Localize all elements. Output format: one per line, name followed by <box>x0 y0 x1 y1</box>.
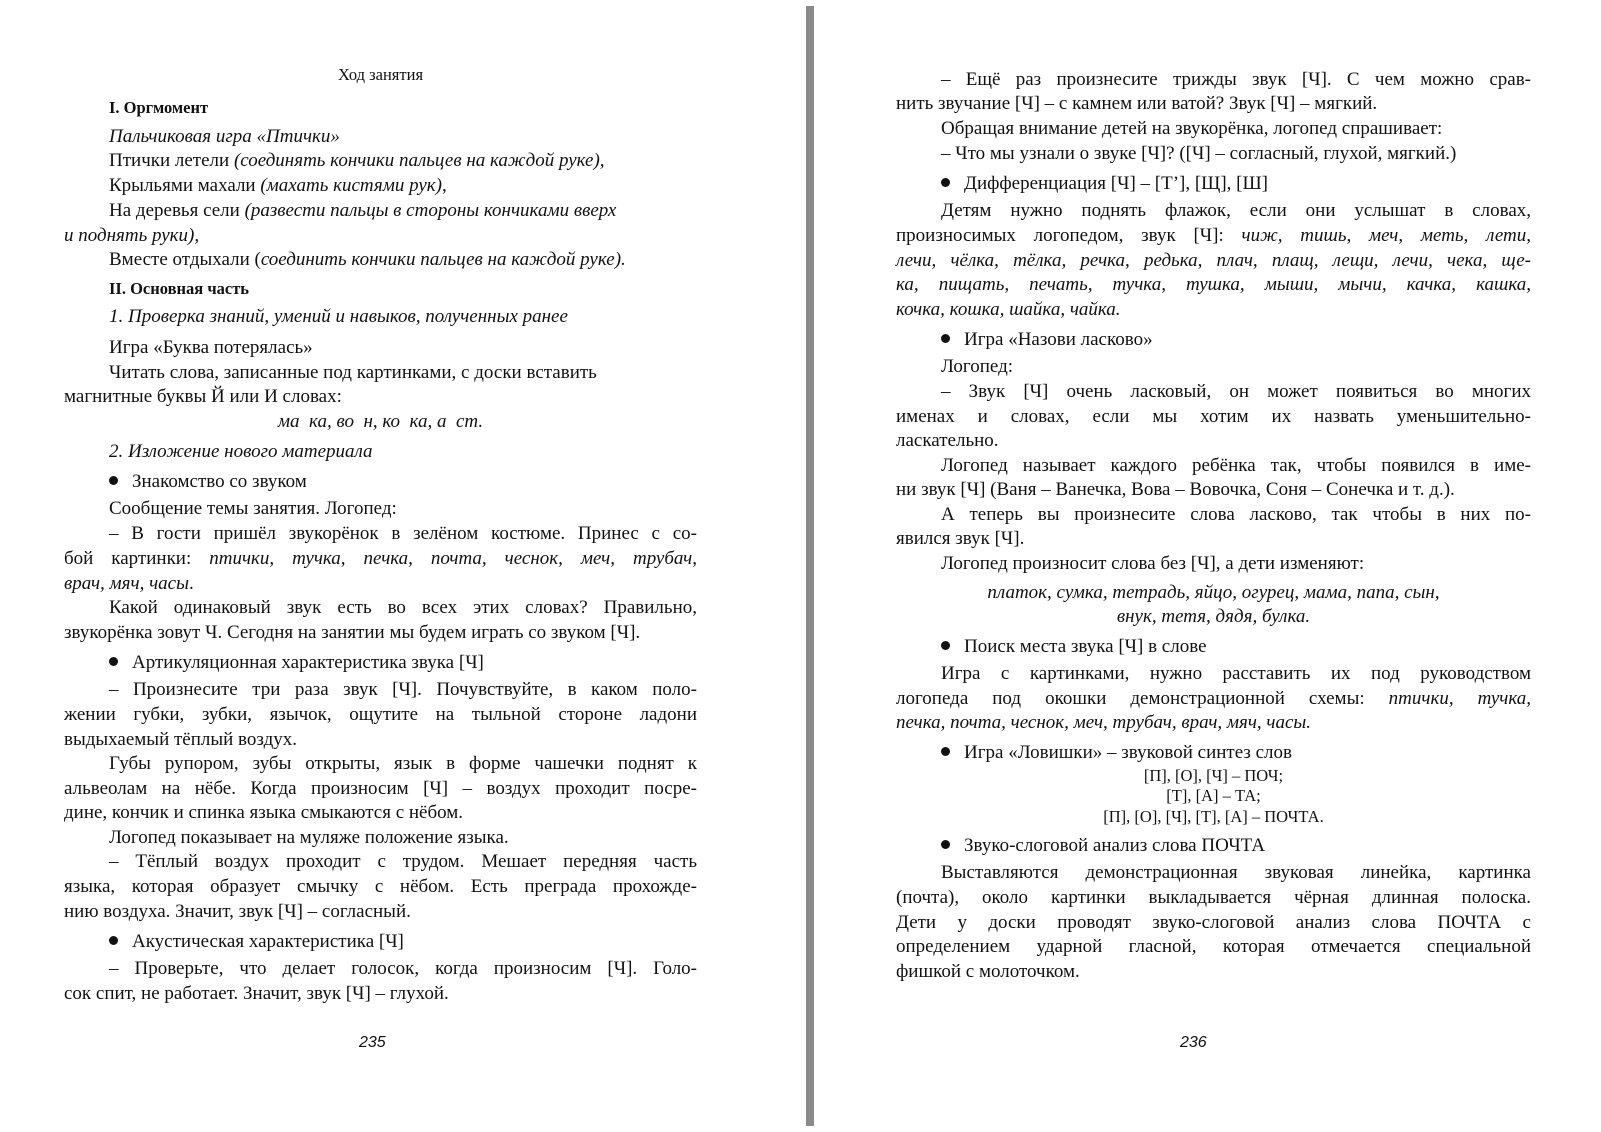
acoustic-line: сок спит, не работает. Значит, звук [Ч] – глухой. <box>64 983 449 1004</box>
right-page <box>812 0 1601 1132</box>
warm-line: языка, которая образует смычку с нёбом. Есть преграда прохожде- <box>64 876 697 897</box>
game-line: Крыльями махали (махать кистями рук), <box>109 175 447 196</box>
bullet-icon <box>109 657 118 666</box>
bullet-icon <box>941 641 950 650</box>
bullet-icon <box>941 178 950 187</box>
what-learned: – Что мы узнали о звуке [Ч]? ([Ч] – согласный, глухой, мягкий.) <box>941 143 1457 164</box>
again-line: нить звучание [Ч] – с камнем или ватой? Звук [Ч] – мягкий. <box>896 93 1378 114</box>
now-line: явился звук [Ч]. <box>896 528 1025 549</box>
page-number: 236 <box>1180 1034 1207 1051</box>
question-line: Какой одинаковый звук есть во всех этих словах? Правильно, <box>109 597 697 618</box>
guest-line: – В гости пришёл звукорёнок в зелёном костюме. Принес с со- <box>109 523 697 544</box>
bullet-icon <box>941 840 950 849</box>
read-line: Читать слова, записанные под картинками, с доски вставить <box>109 362 597 383</box>
warm-line: – Тёплый воздух проходит с трудом. Мешает передняя часть <box>109 851 697 872</box>
section-orgmoment: I. Оргмомент <box>109 98 209 117</box>
game-lost-letter: Игра «Буква потерялась» <box>109 337 313 358</box>
flag-line: Детям нужно поднять флажок, если они услышат в словах, <box>941 200 1531 221</box>
speaker-label: Логопед: <box>941 356 1014 377</box>
affection-line: именах и словах, если мы хотим их назвать уменьшительно- <box>896 406 1531 427</box>
analysis-line: Выставляются демонстрационная звуковая линейка, картинка <box>941 862 1531 883</box>
bullet-icon <box>941 747 950 756</box>
flag-words: ка, пищать, печать, тучка, тушка, мыши, мычи, качка, кашка, <box>896 274 1531 295</box>
question-line: звукорёнка зовут Ч. Сегодня на занятии мы будем играть со звуком [Ч]. <box>64 622 641 643</box>
lesson-heading: Ход занятия <box>337 65 424 84</box>
flag-words: кочка, кошка, шайка, чайка. <box>896 299 1121 320</box>
flag-words: лечи, чёлка, тёлка, речка, редька, плач, плащ, лещи, лечи, чека, ще- <box>896 250 1531 271</box>
pictures-line: печка, почта, чеснок, меч, трубач, врач, мяч, часы. <box>896 712 1312 733</box>
game-line: На деревья сели (развести пальцы в стороны кончиками вверх <box>109 200 617 221</box>
synthesis-line: [Т], [А] – ТА; <box>1166 786 1261 805</box>
names-line: ни звук [Ч] (Ваня – Ванечка, Вова – Вовочка, Соня – Сонечка и т. д.). <box>896 479 1455 500</box>
bullet-item: Звуко-слоговой анализ слова ПОЧТА <box>941 833 1531 858</box>
warm-line: нию воздуха. Значит, звук [Ч] – согласный. <box>64 901 411 922</box>
synthesis-line: [П], [О], [Ч] – ПОЧ; <box>1143 766 1284 785</box>
bullet-icon <box>109 936 118 945</box>
analysis-line: Дети у доски проводят звуко-слоговой анализ слова ПОЧТА с <box>896 912 1531 933</box>
flag-line: произносимых логопедом, звук [Ч]: чиж, тишь, меч, меть, лети, <box>896 225 1531 246</box>
pictures-line: Игра с картинками, нужно расставить их под руководством <box>941 663 1531 684</box>
synthesis-line: [П], [О], [Ч], [Т], [А] – ПОЧТА. <box>1103 807 1324 826</box>
bullet-item: Дифференциация [Ч] – [Т’], [Щ], [Ш] <box>941 171 1531 196</box>
missing-letter-words: ма ка, во н, ко ка, а ст. <box>277 411 484 432</box>
subsection-check: 1. Проверка знаний, умений и навыков, полученных ранее <box>109 306 568 327</box>
shows-model: Логопед показывает на муляже положение языка. <box>109 827 509 848</box>
game-line: Вместе отдыхали (соединить кончики пальцев на каждой руке). <box>109 249 626 270</box>
section-main: II. Основная часть <box>109 279 250 298</box>
subsection-new-material: 2. Изложение нового материала <box>109 441 373 462</box>
guest-line: бой картинки: птички, тучка, печка, почта, чеснок, меч, трубач, <box>64 548 697 569</box>
bullet-item: Игра «Назови ласково» <box>941 327 1531 352</box>
topic-message: Сообщение темы занятия. Логопед: <box>109 498 397 519</box>
bullet-item: Артикуляционная характеристика звука [Ч] <box>109 650 697 675</box>
bullet-item: Знакомство со звуком <box>109 469 697 494</box>
artic-line: – Произнесите три раза звук [Ч]. Почувствуйте, в каком поло- <box>109 679 697 700</box>
bullet-item: Поиск места звука [Ч] в слове <box>941 634 1531 659</box>
lips-line: альвеолам на нёбе. Когда произносим [Ч] – воздух проходит посре- <box>64 778 697 799</box>
pictures-line: логопеда под окошки демонстрационной схемы: птички, тучка, <box>896 688 1532 709</box>
again-line: – Ещё раз произнесите трижды звук [Ч]. С чем можно срав- <box>941 69 1531 90</box>
artic-line: выдыхаемый тёплый воздух. <box>64 729 297 750</box>
bullet-item: Акустическая характеристика [Ч] <box>109 929 697 954</box>
without-line: Логопед произносит слова без [Ч], а дети изменяют: <box>941 553 1365 574</box>
lips-line: дине, кончик и спинка языка смыкаются с нёбом. <box>64 802 464 823</box>
names-line: Логопед называет каждого ребёнка так, чтобы появился в име- <box>941 455 1531 476</box>
read-line: магнитные буквы Й или И словах: <box>64 386 342 407</box>
now-line: А теперь вы произнесите слова ласково, так чтобы в них по- <box>941 504 1531 525</box>
change-words: внук, тетя, дядя, булка. <box>1116 606 1311 627</box>
bullet-icon <box>109 476 118 485</box>
left-page <box>0 0 800 1132</box>
guest-line: врач, мяч, часы. <box>64 573 194 594</box>
affection-line: ласкательно. <box>896 430 999 451</box>
analysis-line: определением ударной гласной, которая отмечается специальной <box>896 936 1531 957</box>
lips-line: Губы рупором, зубы открыты, язык в форме чашечки поднят к <box>109 753 697 774</box>
acoustic-line: – Проверьте, что делает голосок, когда произносим [Ч]. Голо- <box>109 958 697 979</box>
change-words: платок, сумка, тетрадь, яйцо, огурец, мама, папа, сын, <box>987 582 1440 603</box>
page-number: 235 <box>359 1034 386 1051</box>
finger-game-title: Пальчиковая игра «Птички» <box>109 126 340 147</box>
game-line: Птички летели (соединять кончики пальцев на каждой руке), <box>109 150 605 171</box>
artic-line: жении губки, зубки, язычок, ощутите на тыльной стороне ладони <box>64 704 697 725</box>
attention-line: Обращая внимание детей на звукорёнка, логопед спрашивает: <box>941 118 1443 139</box>
analysis-line: (почта), около картинки выкладывается чёрная длинная полоска. <box>896 887 1531 908</box>
affection-line: – Звук [Ч] очень ласковый, он может появиться во многих <box>941 381 1531 402</box>
bullet-icon <box>941 334 950 343</box>
bullet-item: Игра «Ловишки» – звуковой синтез слов <box>941 740 1531 765</box>
analysis-line: фишкой с молоточком. <box>896 961 1080 982</box>
game-line: и поднять руки), <box>64 225 200 246</box>
